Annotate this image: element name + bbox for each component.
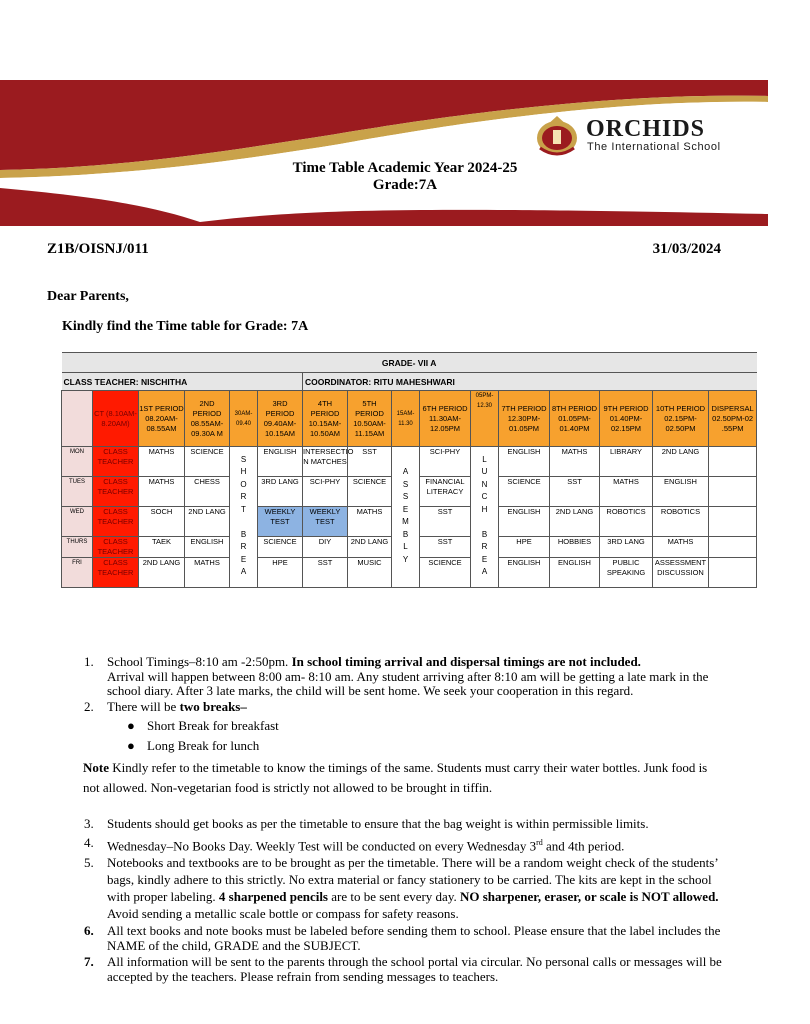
- period-cell: 2ND LANG: [185, 507, 230, 537]
- col-header: 8TH PERIOD 01.05PM-01.40PM: [550, 391, 600, 447]
- lunch-break-cell-letter: U: [481, 467, 488, 476]
- class-teacher-cell: CLASS TEACHER: [93, 447, 139, 477]
- period-cell: SCIENCE: [420, 558, 471, 588]
- timetable-row: [62, 447, 757, 477]
- short-break-cell-letter: O: [240, 479, 247, 489]
- col-header: 6TH PERIOD 11.30AM-12.05PM: [420, 391, 471, 447]
- short-break-cell-letter: E: [240, 554, 247, 564]
- assembly-cell-letter: Y: [402, 554, 409, 564]
- short-break-cell-letter: T: [241, 504, 246, 514]
- class-teacher-cell: CLASS TEACHER: [93, 537, 139, 558]
- short-break-cell: [230, 447, 258, 588]
- dispersal-cell: [709, 537, 757, 558]
- period-cell: MATHS: [139, 447, 185, 477]
- school-logo: [532, 112, 742, 160]
- note-item: 2. There will be two breaks–: [84, 698, 247, 714]
- period-cell: ENGLISH: [653, 477, 709, 507]
- period-cell: 3RD LANG: [258, 477, 303, 507]
- col-header: 10TH PERIOD 02.15PM-02.50PM: [653, 391, 709, 447]
- period-cell: ASSESSMENT DISCUSSION: [653, 558, 709, 588]
- bullet-item: ● Long Break for lunch: [127, 737, 260, 753]
- period-cell: HPE: [499, 537, 550, 558]
- period-cell: PUBLIC SPEAKING: [600, 558, 653, 588]
- short-break-cell-letter: B: [240, 529, 247, 539]
- class-teacher-cell: CLASS TEACHER: [93, 507, 139, 537]
- dispersal-cell: [709, 558, 757, 588]
- assembly-cell-letter: L: [403, 542, 408, 551]
- col-header: 4TH PERIOD 10.15AM-10.50AM: [303, 391, 348, 447]
- reference-number: Z1B/OISNJ/011: [47, 241, 149, 257]
- period-cell: CHESS: [185, 477, 230, 507]
- period-cell: ENGLISH: [258, 447, 303, 477]
- assembly-cell-letter: A: [402, 467, 409, 476]
- period-cell: SOCH: [139, 507, 185, 537]
- period-cell: ENGLISH: [499, 507, 550, 537]
- period-cell: FINANCIAL LITERACY: [420, 477, 471, 507]
- assembly-cell: [392, 447, 420, 588]
- period-cell: LIBRARY: [600, 447, 653, 477]
- short-break-cell-letter: R: [240, 492, 247, 501]
- period-cell: DIY: [303, 537, 348, 558]
- period-cell: 3RD LANG: [600, 537, 653, 558]
- document-title: Time Table Academic Year 2024-25: [292, 160, 518, 176]
- lunch-break-cell-letter: N: [481, 479, 488, 489]
- short-break-cell-letter: [230, 517, 257, 530]
- day-cell: TUES: [62, 477, 93, 507]
- col-header: DISPERSAL 02.50PM-02 .55PM: [709, 391, 757, 447]
- col-header: 30AM-09.40: [230, 391, 258, 447]
- period-cell: SCIENCE: [499, 477, 550, 507]
- dispersal-cell: [709, 477, 757, 507]
- bullet-icon: ●: [127, 718, 135, 733]
- note-item: 3. Students should get books as per the timetable to ensure that the bag weight is within permissible limits.: [84, 816, 649, 831]
- note-item: 1. School Timings–8:10 am -2:50pm. In school timing arrival and dispersal timings are not included. Arrival will happen between 8:00 am- 8:10 am. Any student arriving after 8:10 am will be getting a late mark in the school diary. After 3 late marks, the child will be sent home. We seek your cooperation in this regard.: [84, 654, 709, 698]
- note-item: 6. All text books and note books must be labeled before sending them to school. Please ensure that the label includes the NAME of the child, GRADE and the SUBJECT.: [84, 923, 721, 953]
- lunch-break-cell-letter: H: [481, 504, 488, 514]
- assembly-cell-letter: B: [402, 529, 409, 539]
- short-break-cell-letter: S: [240, 454, 247, 464]
- period-cell: WEEKLY TEST: [258, 507, 303, 537]
- note-item: 7. All information will be sent to the parents through the school portal via circular. No personal calls or messages will be accepted by the teachers. Please refrain from sending messages to teachers.: [84, 954, 722, 984]
- assembly-cell-letter: S: [402, 492, 409, 501]
- period-cell: SST: [303, 558, 348, 588]
- salutation: Dear Parents,: [47, 289, 129, 304]
- class-teacher-cell: CLASS TEACHER: [93, 477, 139, 507]
- period-cell: SCI-PHY: [303, 477, 348, 507]
- short-break-cell-letter: R: [240, 542, 247, 551]
- day-header-cell: [62, 391, 93, 447]
- coordinator-label: COORDINATOR: RITU MAHESHWARI: [303, 373, 757, 391]
- lunch-break-cell-letter: L: [482, 454, 487, 464]
- day-cell: MON: [62, 447, 93, 477]
- col-header: 3RD PERIOD 09.40AM-10.15AM: [258, 391, 303, 447]
- assembly-cell-letter: S: [402, 479, 409, 489]
- day-cell: FRI: [62, 558, 93, 588]
- period-cell: MUSIC: [348, 558, 392, 588]
- col-header: 9TH PERIOD 01.40PM-02.15PM: [600, 391, 653, 447]
- period-cell: HPE: [258, 558, 303, 588]
- period-cell: MATHS: [600, 477, 653, 507]
- period-cell: MATHS: [185, 558, 230, 588]
- period-cell: MATHS: [550, 447, 600, 477]
- note-item: 5. Notebooks and textbooks are to be brought as per the timetable. There will be a random weight check of the students’ bags, kindly adhere to this strictly. No extra material or fancy stationery to be carried. The kits are kept in the school with proper labeling. 4 sharpened pencils are to be sent every day. NO sharpener, eraser, or scale is NOT allowed. Avoid sending a metallic scale bottle or compass for safety reasons.: [84, 855, 719, 922]
- assembly-cell-letter: E: [402, 504, 409, 514]
- dispersal-cell: [709, 447, 757, 477]
- period-cell: INTERSECTIO N MATCHES: [303, 447, 348, 477]
- day-cell: THURS: [62, 537, 93, 558]
- assembly-cell-letter: M: [402, 517, 409, 526]
- col-header: 2ND PERIOD 08.55AM-09.30A M: [185, 391, 230, 447]
- class-teacher-label: CLASS TEACHER: NISCHITHA: [62, 373, 303, 391]
- note-paragraph: Note Kindly refer to the timetable to know the timings of the same. Students must carry their water bottles. Junk food is not allowed. Non-vegetarian food is strictly not allowed to be brought in tiffin.: [83, 760, 708, 795]
- bullet-item: ● Short Break for breakfast: [127, 718, 279, 733]
- period-cell: ENGLISH: [499, 447, 550, 477]
- lunch-break-cell-letter: C: [481, 492, 488, 501]
- period-cell: SST: [420, 507, 471, 537]
- period-cell: SST: [348, 447, 392, 477]
- document-grade: Grade:7A: [372, 177, 438, 193]
- notes-section: [84, 655, 724, 984]
- period-cell: SCI-PHY: [420, 447, 471, 477]
- period-cell: ENGLISH: [499, 558, 550, 588]
- timetable: [61, 352, 757, 588]
- school-emblem-icon: [532, 112, 582, 158]
- period-cell: ENGLISH: [550, 558, 600, 588]
- period-cell: ENGLISH: [185, 537, 230, 558]
- col-header: 05PM-12.30: [471, 391, 499, 447]
- period-cell: TAEK: [139, 537, 185, 558]
- lunch-break-cell-letter: R: [481, 542, 488, 551]
- period-cell: WEEKLY TEST: [303, 507, 348, 537]
- period-cell: SCIENCE: [258, 537, 303, 558]
- period-cell: ROBOTICS: [653, 507, 709, 537]
- period-cell: HOBBIES: [550, 537, 600, 558]
- period-header-row: [62, 391, 757, 447]
- period-cell: SCIENCE: [348, 477, 392, 507]
- grade-heading: GRADE- VII A: [62, 353, 757, 373]
- col-header: 5TH PERIOD 10.50AM-11.15AM: [348, 391, 392, 447]
- letter-date: 31/03/2024: [652, 241, 721, 257]
- period-cell: ROBOTICS: [600, 507, 653, 537]
- col-header: CT (8.10AM-8.20AM): [93, 391, 139, 447]
- period-cell: SST: [550, 477, 600, 507]
- period-cell: 2ND LANG: [139, 558, 185, 588]
- col-header: 15AM-11.30: [392, 391, 420, 447]
- intro-line: Kindly find the Time table for Grade: 7A: [62, 319, 309, 334]
- period-cell: 2ND LANG: [348, 537, 392, 558]
- brand-name: ORCHIDS: [586, 116, 706, 142]
- lunch-break-cell-letter: E: [481, 554, 488, 564]
- dispersal-cell: [709, 507, 757, 537]
- lunch-break-cell-letter: [471, 517, 498, 530]
- period-cell: MATHS: [348, 507, 392, 537]
- period-cell: MATHS: [653, 537, 709, 558]
- lunch-break-cell-letter: B: [481, 529, 488, 539]
- col-header: 1ST PERIOD 08.20AM-08.55AM: [139, 391, 185, 447]
- note-item: 4. Wednesday–No Books Day. Weekly Test will be conducted on every Wednesday 3rd and 4th period.: [84, 834, 625, 853]
- period-cell: SST: [420, 537, 471, 558]
- period-cell: 2ND LANG: [550, 507, 600, 537]
- bullet-icon: ●: [127, 737, 135, 753]
- short-break-cell-letter: H: [240, 467, 247, 476]
- class-teacher-cell: CLASS TEACHER: [93, 558, 139, 588]
- lunch-break-cell: [471, 447, 499, 588]
- day-cell: WED: [62, 507, 93, 537]
- lunch-break-cell-letter: A: [481, 567, 488, 576]
- period-cell: MATHS: [139, 477, 185, 507]
- col-header: 7TH PERIOD 12.30PM-01.05PM: [499, 391, 550, 447]
- period-cell: 2ND LANG: [653, 447, 709, 477]
- brand-subtitle: The International School: [587, 141, 721, 153]
- short-break-cell-letter: A: [240, 567, 247, 576]
- period-cell: SCIENCE: [185, 447, 230, 477]
